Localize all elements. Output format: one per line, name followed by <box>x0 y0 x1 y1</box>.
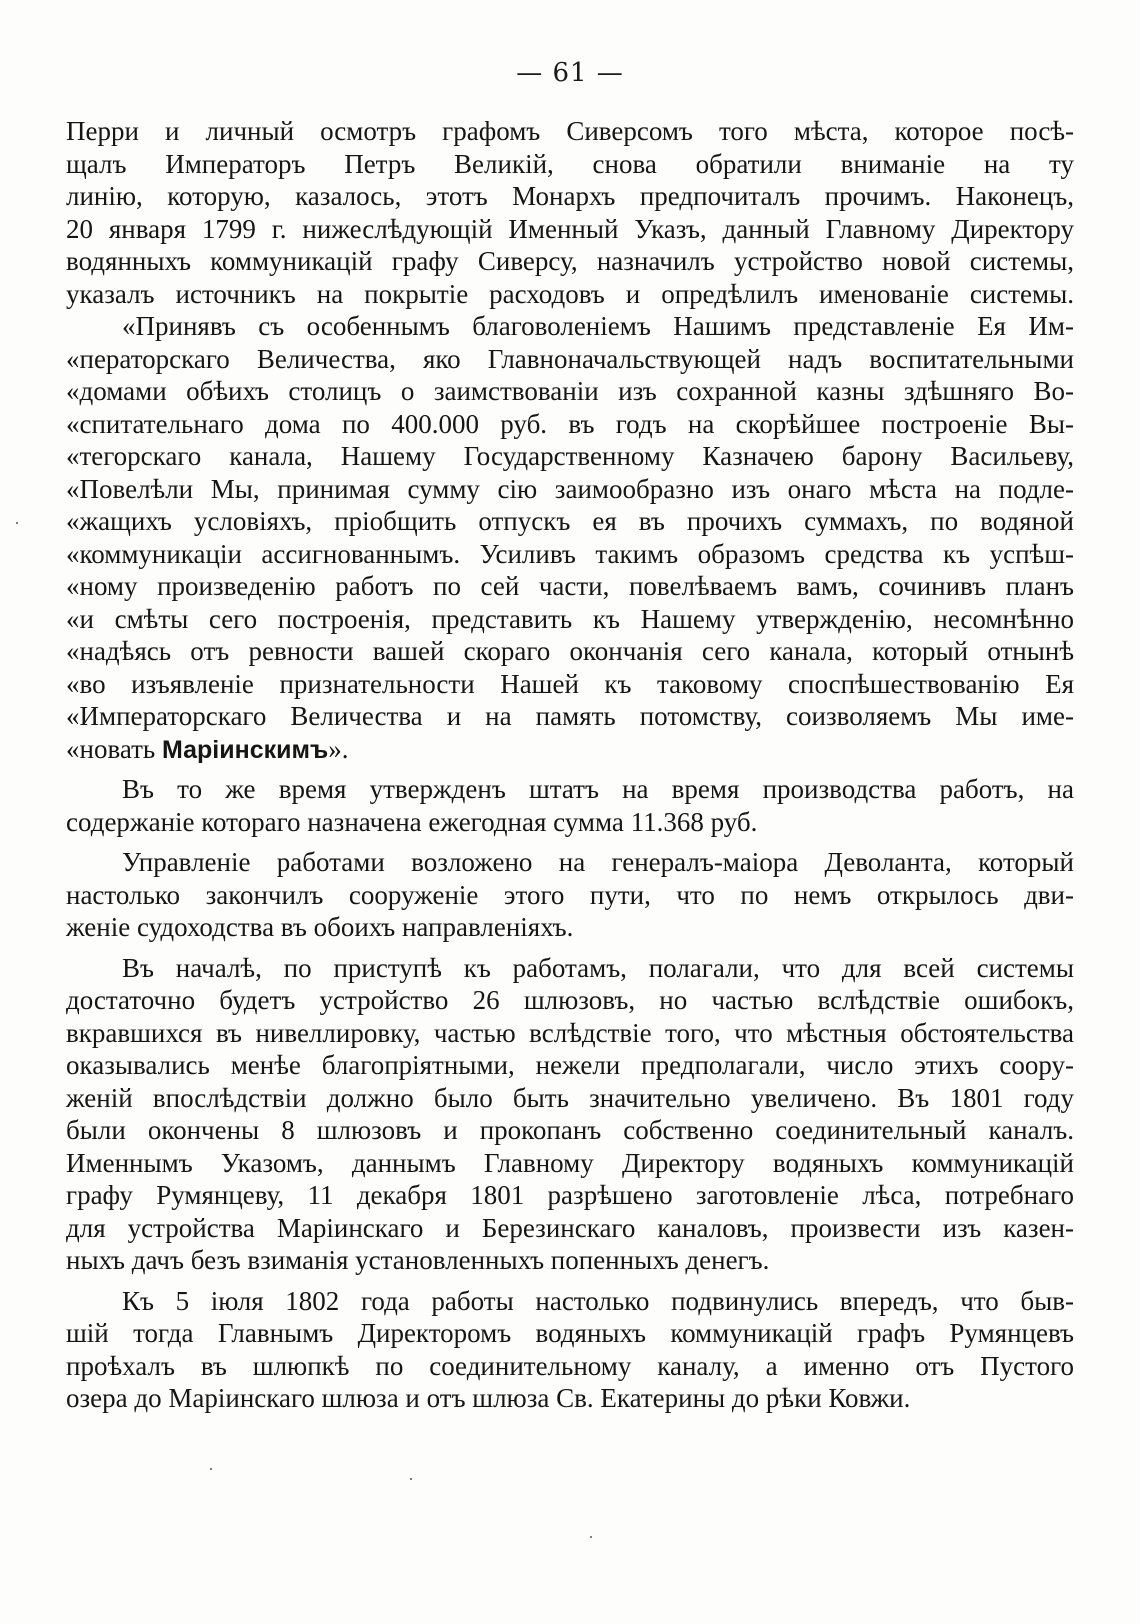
text-line: Управленіе работами возложено на генералъ-маіора Деволанта, который <box>122 847 1074 877</box>
canal-name-bold: Маріинскимъ <box>162 735 329 764</box>
text-line: «Принявъ съ особеннымъ благоволеніемъ Нашимъ представленіе Ея Им- <box>122 311 1074 341</box>
text-line <box>66 733 1074 766</box>
text-line: «Повелѣли Мы, принимая сумму сію заимообразно изъ онаго мѣста на подле- <box>66 473 1074 504</box>
text-line: «Императорскаго Величества и на память потомству, соизволяемъ Мы име- <box>66 701 1074 731</box>
text-line: озера до Маріинскаго шлюза и отъ шлюза Св. Екатерины до рѣки Ковжи. <box>66 1383 911 1413</box>
text-line: Перри и личный осмотръ графомъ Сиверсомъ того мѣста, которое посѣ- <box>66 116 1074 146</box>
text-line: «домами обѣихъ столицъ о заимствованіи изъ сохранной казны здѣшняго Во- <box>66 376 1074 406</box>
text-line: 20 января 1799 г. нижеслѣдующій Именный Указъ, данный Главному Директору <box>66 213 1074 244</box>
text-line: были окончены 8 шлюзовъ и прокопанъ собственно соединительный каналъ. <box>66 1115 1074 1145</box>
text-line: «ператорскаго Величества, яко Главноначальствующей надъ воспитательными <box>66 343 1074 374</box>
text-line: «во изъявленіе признательности Нашей къ таковому споспѣшествованію Ея <box>66 668 1074 699</box>
text-fragment: «новать <box>66 733 162 764</box>
paragraph-5 <box>66 952 1074 1277</box>
text-line: женіе судоходства въ обоихъ направленіяхъ. <box>66 912 574 942</box>
text-line: графу Румянцеву, 11 декабря 1801 разрѣшено заготовленіе лѣса, потребнаго <box>66 1180 1074 1210</box>
text-line: «коммуникаціи ассигнованнымъ. Усиливъ такимъ образомъ средства къ успѣш- <box>66 538 1074 569</box>
text-line: вкравшихся въ нивеллировку, частью вслѣдствіе того, что мѣстныя обстоятельства <box>66 1017 1074 1048</box>
scan-speck <box>210 1468 212 1470</box>
text-line: Къ 5 іюля 1802 года работы настолько подвинулись впередъ, что быв- <box>122 1285 1074 1316</box>
page-number: — 61 — <box>516 58 624 88</box>
text-line: Въ то же время утвержденъ штатъ на время производства работъ, на <box>122 774 1074 804</box>
scan-speck <box>590 1536 592 1538</box>
text-line: «жащихъ условіяхъ, пріобщить отпускъ ея въ прочихъ суммахъ, по водяной <box>66 506 1074 536</box>
text-line: достаточно будетъ устройство 26 шлюзовъ, но частью вслѣдствіе ошибокъ, <box>66 985 1074 1015</box>
text-line: женій впослѣдствіи должно было быть значительно увеличено. Въ 1801 году <box>66 1082 1074 1113</box>
text-line: «надѣясь отъ ревности вашей скораго окончанія сего канала, который отнынѣ <box>66 636 1074 666</box>
text-line: проѣхалъ въ шлюпкѣ по соединительному каналу, а именно отъ Пустого <box>66 1350 1074 1381</box>
paragraph-1 <box>66 115 1074 310</box>
text-line: оказывались менѣе благопріятными, нежели предполагали, число этихъ соору- <box>66 1050 1074 1080</box>
text-line: «и смѣты сего построенія, представить къ Нашему утвержденію, несомнѣнно <box>66 603 1074 634</box>
text-body <box>66 115 1074 1415</box>
text-line: Въ началѣ, по приступѣ къ работамъ, полагали, что для всей системы <box>122 952 1074 983</box>
paragraph-2-decree-quote <box>66 310 1074 765</box>
paragraph-6 <box>66 1285 1074 1415</box>
text-line: водянныхъ коммуникацій графу Сиверсу, назначилъ устройство новой системы, <box>66 246 1074 276</box>
text-line: линію, которую, казалось, этотъ Монархъ предпочиталъ прочимъ. Наконецъ, <box>66 181 1074 211</box>
text-line: для устройства Маріинскаго и Березинскаго каналовъ, произвести изъ казен- <box>66 1212 1074 1243</box>
text-line: шій тогда Главнымъ Директоромъ водяныхъ коммуникацій графъ Румянцевъ <box>66 1318 1074 1348</box>
paragraph-4 <box>66 846 1074 944</box>
text-line: Именнымъ Указомъ, даннымъ Главному Директору водяныхъ коммуникацій <box>66 1147 1074 1178</box>
text-line: «ному произведенію работъ по сей части, повелѣваемъ вамъ, сочинивъ планъ <box>66 571 1074 601</box>
text-line: ныхъ дачъ безъ взиманія установленныхъ попенныхъ денегъ. <box>66 1245 770 1275</box>
text-line: содержаніе котораго назначена ежегодная сумма 11.368 руб. <box>66 806 758 837</box>
text-line: настолько закончилъ сооруженіе этого пути, что по немъ открылось дви- <box>66 879 1074 910</box>
text-line: щалъ Императоръ Петръ Великій, снова обратили вниманіе на ту <box>66 148 1074 179</box>
text-line: указалъ источникъ на покрытіе расходовъ и опредѣлилъ именованіе системы. <box>66 278 1074 309</box>
text-line: «спитательнаго дома по 400.000 руб. въ годъ на скорѣйшее построеніе Вы- <box>66 408 1074 439</box>
scan-speck <box>16 522 18 524</box>
text-fragment: ». <box>328 733 349 764</box>
paragraph-3 <box>66 773 1074 838</box>
scan-speck <box>410 1478 412 1480</box>
text-line: «тегорскаго канала, Нашему Государственному Казначею барону Васильеву, <box>66 441 1074 471</box>
